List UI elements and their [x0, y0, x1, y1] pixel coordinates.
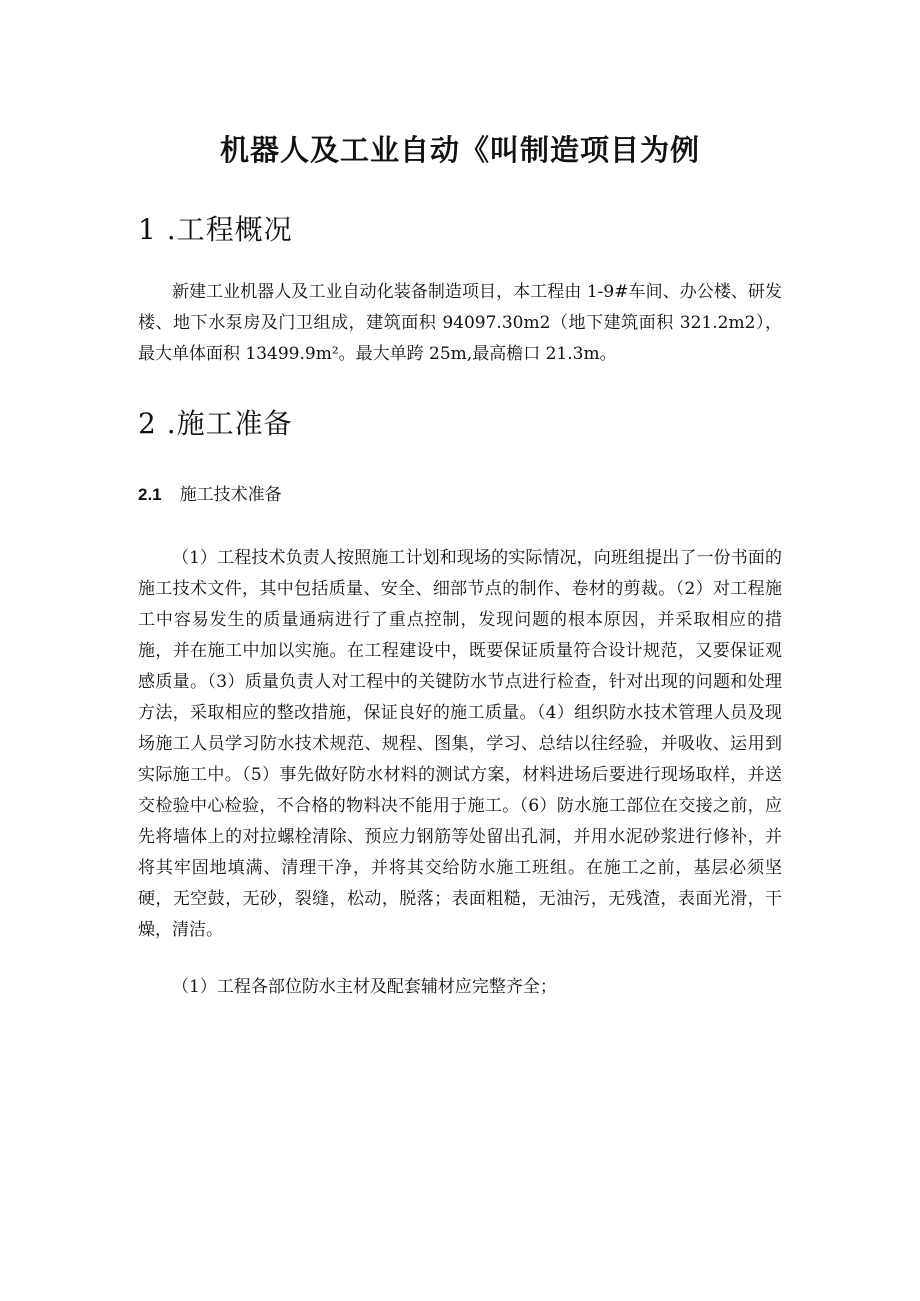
section-2-heading: 2 .施工准备	[138, 407, 293, 440]
subsection-2-1-heading	[138, 480, 282, 505]
document-title: 机器人及工业自动《叫制造项目为例	[219, 133, 700, 167]
section-1-heading: 1 .工程概况	[138, 213, 293, 246]
subsection-title: 施工技术准备	[179, 485, 282, 505]
subsection-number: 2.1	[138, 485, 162, 504]
section-2-1-paragraph: （1）工程技术负责人按照施工计划和现场的实际情况，向班组提出了一份书面的施工技术文件，其中包括质量、安全、细部节点的制作、卷材的剪裁。（2）对工程施工中容易发生的质量通病进行了重点控制，发现问题的根本原因，并采取相应的措施，并在施工中加以实施。在工程建设中，既要保证质量符合设计规范，又要保证观感质量。（3）质量负责人对工程中的关键防水节点进行检查，针对出现的问题和处理方法，采取相应的整改措施，保证良好的施工质量。（4）组织防水技术管理人员及现场施工人员学习防水技术规范、规程、图集，学习、总结以往经验，并吸收、运用到实际施工中。（5）事先做好防水材料的测试方案，材料进场后要进行现场取样，并送交检验中心检验，不合格的物料决不能用于施工。（6）防水施工部位在交接之前，应先将墙体上的对拉螺栓清除、预应力钢筋等处留出孔洞，并用水泥砂浆进行修补，并将其牢固地填满、清理干净，并将其交给防水施工班组。在施工之前，基层必须坚硬，无空鼓，无砂，裂缝，松动，脱落；表面粗糙，无油污，无残渣，表面光滑，干燥，清洁。	[138, 548, 782, 940]
section-1-paragraph: 新建工业机器人及工业自动化装备制造项目，本工程由 1-9#车间、办公楼、研发楼、地下水泵房及门卫组成，建筑面积 94097.30m2（地下建筑面积 321.2m2），最大单体面积 13499.9m²。最大单跨 25m,最高檐口 21.3m。	[138, 282, 782, 364]
list-item-1: （1）工程各部位防水主材及配套辅材应完整齐全；	[172, 977, 557, 997]
